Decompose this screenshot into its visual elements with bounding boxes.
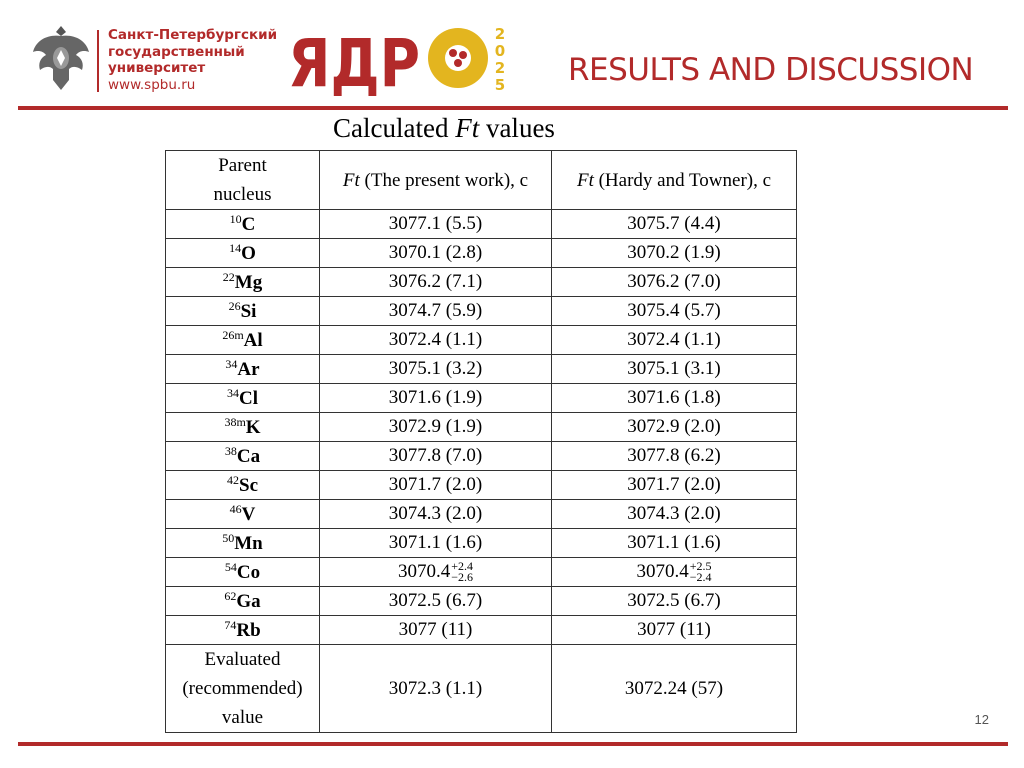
table-body-after (166, 587, 797, 645)
mass-number: 38 (224, 444, 237, 458)
nucleus-cell (166, 413, 320, 442)
table-row (166, 587, 797, 616)
table-body (166, 210, 797, 558)
hardy-value-cell: 3077.8 (6.2) (552, 442, 797, 471)
hardy-value-cell: 3072.9 (2.0) (552, 413, 797, 442)
hardy-value-cell: 3075.4 (5.7) (552, 297, 797, 326)
element-symbol: Mg (234, 272, 263, 293)
table-row (166, 297, 797, 326)
hardy-minus-error: −2.4 (689, 570, 712, 584)
nucleus-cell (166, 587, 320, 616)
present-plus-error: +2.4 (451, 559, 474, 573)
header-rule (18, 106, 1008, 110)
university-line-1: Санкт-Петербургский (108, 27, 278, 43)
table-row (166, 239, 797, 268)
table-row (166, 442, 797, 471)
co-row-group (166, 558, 797, 587)
element-symbol: Co (236, 562, 261, 583)
element-symbol: Cl (239, 388, 258, 409)
evaluated-line2: (recommended) (182, 678, 303, 699)
mass-number: 50 (222, 531, 235, 545)
header-hardy-text: (Hardy and Towner), c (593, 169, 772, 191)
table-row (166, 268, 797, 297)
element-symbol: O (241, 243, 256, 264)
table-row (166, 616, 797, 645)
slide-title: RESULTS AND DISCUSSION (568, 52, 974, 88)
present-value-cell: 3074.3 (2.0) (320, 500, 552, 529)
table-row (166, 384, 797, 413)
mass-number: 14 (229, 241, 242, 255)
element-symbol: Ca (236, 446, 261, 467)
present-value-cell: 3075.1 (3.2) (320, 355, 552, 384)
hardy-value-cell: 3072.4 (1.1) (552, 326, 797, 355)
spbu-divider (97, 30, 99, 92)
evaluated-row (166, 645, 797, 733)
year-digit-2: 0 (494, 42, 506, 60)
table-row (166, 355, 797, 384)
present-value-cell: 3077.8 (7.0) (320, 442, 552, 471)
header-present-work (320, 151, 552, 210)
present-value-cell: 3077 (11) (320, 616, 552, 645)
university-line-3: университет (108, 60, 206, 76)
table-row (166, 529, 797, 558)
university-url: www.spbu.ru (108, 76, 196, 93)
nucleus-cell (166, 210, 320, 239)
mass-number: 62 (224, 589, 237, 603)
hardy-value-cell: 3071.1 (1.6) (552, 529, 797, 558)
evaluated-line3: value (221, 707, 264, 728)
mass-number: 34 (225, 357, 238, 371)
nucleus-cell (166, 442, 320, 471)
year-digit-1: 2 (494, 25, 506, 43)
nucleus-cell (166, 529, 320, 558)
element-symbol: C (241, 214, 256, 235)
hardy-value-cell: 3075.1 (3.1) (552, 355, 797, 384)
university-line-2: государственный (108, 43, 245, 60)
present-value-cell: 3070.1 (2.8) (320, 239, 552, 268)
present-minus-error: −2.6 (451, 570, 474, 584)
mass-number: 46 (229, 502, 242, 516)
present-value-cell: 3071.6 (1.9) (320, 384, 552, 413)
caption-prefix: Calculated (333, 113, 456, 143)
hardy-value-cell: 3074.3 (2.0) (552, 500, 797, 529)
nucleus-cell (166, 471, 320, 500)
present-value-cell: 3072.4 (1.1) (320, 326, 552, 355)
evaluated-present-value: 3072.3 (1.1) (320, 645, 552, 733)
page-number: 12 (974, 712, 989, 727)
present-value-cell: 3076.2 (7.1) (320, 268, 552, 297)
table-header-row (166, 151, 797, 210)
present-value-cell: 3077.1 (5.5) (320, 210, 552, 239)
mass-number: 26 (228, 299, 241, 313)
evaluated-line1: Evaluated (204, 649, 281, 670)
present-base-value: 3070.4 (397, 561, 451, 582)
table-row (166, 210, 797, 239)
mass-number: 38m (224, 415, 246, 429)
hardy-value-cell (552, 558, 797, 587)
present-value-cell: 3074.7 (5.9) (320, 297, 552, 326)
nucleus-cell (166, 239, 320, 268)
table-row (166, 326, 797, 355)
hardy-value-cell: 3077 (11) (552, 616, 797, 645)
header-ft-symbol: Ft (342, 169, 360, 191)
header-parent-line2: nucleus (213, 184, 272, 205)
element-symbol: V (241, 504, 256, 525)
element-symbol: Sc (239, 475, 258, 496)
present-value-cell: 3071.7 (2.0) (320, 471, 552, 500)
mass-number: 34 (227, 386, 239, 400)
yadro-logo-text: ЯДР (288, 25, 420, 96)
table-caption (333, 113, 555, 144)
hardy-value-cell: 3070.2 (1.9) (552, 239, 797, 268)
nucleus-cell (166, 326, 320, 355)
yadro-conference-logo (288, 22, 514, 101)
mass-number: 10 (229, 212, 242, 226)
nucleus-cell (166, 616, 320, 645)
present-value-cell: 3072.5 (6.7) (320, 587, 552, 616)
nucleus-cell (166, 558, 320, 587)
element-symbol: Rb (236, 620, 261, 641)
element-symbol: Si (240, 301, 257, 322)
element-symbol: Ga (236, 591, 261, 612)
table-row (166, 471, 797, 500)
spbu-wordmark (108, 27, 277, 93)
header-ft-symbol: Ft (576, 169, 594, 191)
table-row (166, 413, 797, 442)
present-value-cell: 3071.1 (1.6) (320, 529, 552, 558)
present-value-cell (320, 558, 552, 587)
present-value-cell: 3072.9 (1.9) (320, 413, 552, 442)
hardy-plus-error: +2.5 (689, 559, 712, 573)
header-hardy-towner (552, 151, 797, 210)
hardy-value-cell: 3072.5 (6.7) (552, 587, 797, 616)
caption-ft: Ft (455, 113, 480, 143)
spbu-emblem-icon (30, 22, 92, 99)
element-symbol: K (245, 417, 261, 438)
nucleus-cell (166, 355, 320, 384)
year-digit-3: 2 (494, 59, 506, 77)
ft-values-table (165, 150, 797, 733)
footer-rule (18, 742, 1008, 746)
table-row (166, 500, 797, 529)
hardy-base-value: 3070.4 (636, 561, 689, 582)
header-parent-nucleus (166, 151, 320, 210)
evaluated-row-group (166, 645, 797, 733)
nucleus-cell (166, 500, 320, 529)
element-symbol: Mn (234, 533, 263, 554)
evaluated-hardy-value: 3072.24 (57) (552, 645, 797, 733)
mass-number: 22 (222, 270, 235, 284)
nucleus-cell (166, 384, 320, 413)
header-parent-line1: Parent (218, 155, 267, 176)
hardy-value-cell: 3076.2 (7.0) (552, 268, 797, 297)
mass-number: 54 (224, 560, 237, 574)
mass-number: 42 (227, 473, 239, 487)
year-digit-4: 5 (494, 76, 506, 94)
nucleus-cell (166, 268, 320, 297)
element-symbol: Ar (237, 359, 260, 380)
caption-suffix: values (479, 113, 555, 143)
hardy-value-cell: 3075.7 (4.4) (552, 210, 797, 239)
table-row (166, 558, 797, 587)
hardy-value-cell: 3071.6 (1.8) (552, 384, 797, 413)
element-symbol: Al (243, 330, 263, 351)
mass-number: 74 (224, 618, 237, 632)
hardy-value-cell: 3071.7 (2.0) (552, 471, 797, 500)
header-present-text: (The present work), c (359, 169, 529, 191)
nucleus-cell (166, 297, 320, 326)
mass-number: 26m (222, 328, 244, 342)
evaluated-label-cell (166, 645, 320, 733)
